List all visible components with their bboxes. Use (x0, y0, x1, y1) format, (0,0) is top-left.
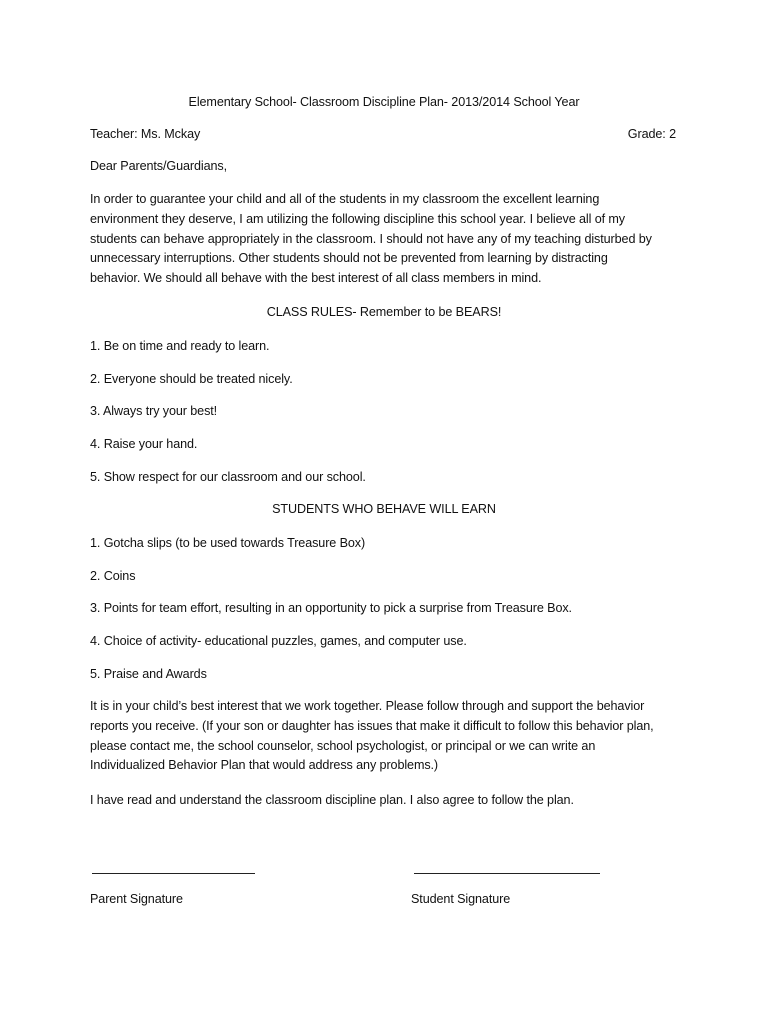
intro-line: behavior. We should all behave with the best interest of all class members in mind. (90, 271, 542, 286)
intro-paragraph (90, 190, 680, 289)
agreement-statement: I have read and understand the classroom discipline plan. I also agree to follow the plan. (90, 793, 574, 807)
parent-signature-line[interactable] (92, 873, 255, 874)
parent-signature-label: Parent Signature (90, 892, 183, 906)
intro-line: students can behave appropriately in the classroom. I should not have any of my teaching disturbed by (90, 231, 652, 246)
class-rules-heading: CLASS RULES- Remember to be BEARS! (266, 305, 502, 319)
rule-item: 4. Raise your hand. (90, 437, 198, 451)
intro-line: In order to guarantee your child and all of the students in my classroom the excellent learning (90, 192, 600, 206)
closing-line: please contact me, the school counselor, school psychologist, or principal or we can write an (90, 738, 596, 753)
closing-line: Individualized Behavior Plan that would address any problems.) (90, 758, 439, 773)
reward-item: 3. Points for team effort, resulting in an opportunity to pick a surprise from Treasure Box. (90, 601, 572, 615)
rule-item: 3. Always try your best! (90, 404, 218, 418)
rewards-heading: STUDENTS WHO BEHAVE WILL EARN (272, 502, 496, 516)
reward-item: 4. Choice of activity- educational puzzles, games, and computer use. (90, 634, 467, 648)
greeting: Dear Parents/Guardians, (90, 159, 228, 173)
student-signature-label: Student Signature (411, 892, 511, 906)
rule-item: 1. Be on time and ready to learn. (90, 339, 270, 353)
document-title: Elementary School- Classroom Discipline Plan- 2013/2014 School Year (188, 95, 580, 109)
rule-item: 2. Everyone should be treated nicely. (90, 372, 293, 386)
intro-line: environment they deserve, I am utilizing the following discipline this school year. I believe all of my (90, 211, 626, 226)
teacher-name: Teacher: Ms. Mckay (90, 127, 201, 141)
closing-line: It is in your child’s best interest that we work together. Please follow through and support the behavior (90, 699, 645, 713)
student-signature-line[interactable] (414, 873, 600, 874)
reward-item: 5. Praise and Awards (90, 667, 207, 681)
rule-item: 5. Show respect for our classroom and our school. (90, 470, 366, 484)
reward-item: 2. Coins (90, 569, 136, 583)
intro-line: unnecessary interruptions. Other students should not be prevented from learning by distracting (90, 251, 608, 266)
closing-line: reports you receive. (If your son or daughter has issues that make it difficult to follow this behavior plan, (90, 718, 654, 733)
closing-paragraph (90, 697, 680, 776)
reward-item: 1. Gotcha slips (to be used towards Treasure Box) (90, 536, 366, 550)
grade-level: Grade: 2 (627, 127, 676, 141)
